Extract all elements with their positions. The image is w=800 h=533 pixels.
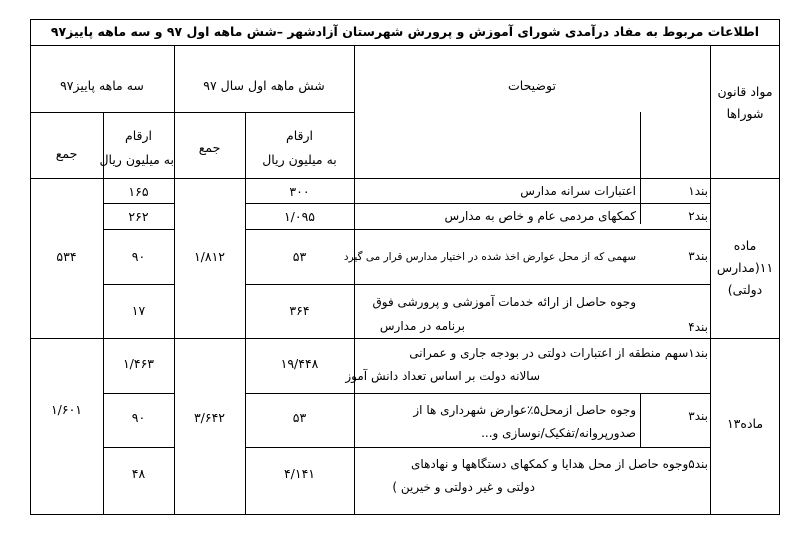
sum-three-group1: ۵۳۴ <box>56 249 77 264</box>
three-month-value: ۴۸ <box>131 466 146 481</box>
row-divider <box>103 393 175 394</box>
row-divider <box>245 447 710 448</box>
row-description: اعتبارات سرانه مدارس <box>520 184 636 198</box>
header-description: توضیحات <box>508 78 556 93</box>
header-figures-three-line2: به میلیون ریال <box>99 152 174 167</box>
row-description-line1: بند۱سهم منطقه از اعتبارات دولتی در بودجه جاری و عمرانی <box>409 346 708 360</box>
col-divider <box>640 393 641 447</box>
clause-label: بند۳ <box>688 409 708 423</box>
six-month-value: ۱/۰۹۵ <box>283 209 316 224</box>
sum-six-group1: ۱/۸۱۲ <box>193 249 226 264</box>
row-description-line1: وجوه حاصل از ارائه خدمات آموزشی و پرورشی فوق <box>372 295 636 309</box>
three-month-value: ۲۶۲ <box>128 209 149 224</box>
row-divider <box>103 229 175 230</box>
six-month-value: ۳۶۴ <box>289 303 310 318</box>
row-divider <box>245 229 710 230</box>
row-description-line1: بند۵وجوه حاصل از محل هدایا و کمکهای دستگاهها و نهادهای <box>411 457 708 471</box>
row-description-line2: سالانه دولت بر اساس تعداد دانش آموز <box>345 369 540 383</box>
three-month-value: ۱۶۵ <box>128 184 149 199</box>
header-sum-six: جمع <box>198 140 221 155</box>
header-figures-six-line2: به میلیون ریال <box>262 152 337 167</box>
row-divider <box>30 178 780 179</box>
row-divider <box>30 45 780 46</box>
row-divider <box>103 203 175 204</box>
header-six-month: شش ماهه اول سال ۹۷ <box>203 78 325 93</box>
three-month-value: ۱۷ <box>131 303 146 318</box>
row-divider <box>103 112 175 113</box>
row-divider <box>174 112 354 113</box>
six-month-value: ۵۳ <box>292 410 307 425</box>
row-description-line1: وجوه حاصل ازمحل۵٪عوارض شهرداری ها از <box>413 403 636 417</box>
header-law-line2: شوراها <box>726 106 764 121</box>
six-month-value: ۱۹/۴۴۸ <box>280 356 319 371</box>
article-11-line3: دولتی) <box>727 282 763 297</box>
row-divider <box>103 447 175 448</box>
row-description-line2: صدورپروانه/تفکیک/نوسازی و... <box>481 426 636 440</box>
header-sum-three: جمع <box>55 146 78 161</box>
clause-label: بند۱ <box>688 184 708 198</box>
header-law-line1: مواد قانون <box>717 84 773 99</box>
row-description-line2: دولتی و غیر دولتی و خیرین ) <box>392 480 535 494</box>
sum-three-group2: ۱/۶۰۱ <box>50 402 83 417</box>
three-month-value: ۹۰ <box>131 410 146 425</box>
sum-six-group2: ۳/۶۴۲ <box>193 410 226 425</box>
row-description: کمکهای مردمی عام و خاص به مدارس <box>444 209 636 223</box>
three-month-value: ۹۰ <box>131 249 146 264</box>
row-description: سهمی که از محل عوارض اخذ شده در اختیار مدارس قرار می گیرد <box>343 251 636 263</box>
row-divider <box>245 284 710 285</box>
six-month-value: ۵۳ <box>292 249 307 264</box>
header-figures-three-line1: ارقام <box>124 128 153 143</box>
six-month-value: ۴/۱۴۱ <box>283 466 316 481</box>
clause-label: بند۲ <box>688 209 708 223</box>
header-figures-six-line1: ارقام <box>285 128 314 143</box>
row-description-line2: برنامه در مدارس <box>379 319 465 333</box>
row-divider <box>30 338 780 339</box>
article-11-line1: ماده <box>733 238 757 253</box>
header-three-month: سه ماهه پاییز۹۷ <box>60 78 144 93</box>
clause-label: بند۴ <box>688 320 708 334</box>
col-divider <box>174 45 175 515</box>
col-divider <box>354 45 355 515</box>
three-month-value: ۱/۴۶۳ <box>122 356 155 371</box>
clause-label: بند۳ <box>688 249 708 263</box>
row-divider <box>103 284 175 285</box>
col-divider <box>640 112 641 224</box>
article-11-line2: ۱۱(مدارس <box>716 260 774 275</box>
six-month-value: ۳۰۰ <box>289 184 310 199</box>
article-13: ماده۱۳ <box>726 416 764 431</box>
page-title: اطلاعات مربوط به مفاد درآمدی شورای آموزش و پرورش شهرستان آزادشهر –شش ماهه اول ۹۷ و سه ماهه پاییز۹۷ <box>50 24 760 39</box>
